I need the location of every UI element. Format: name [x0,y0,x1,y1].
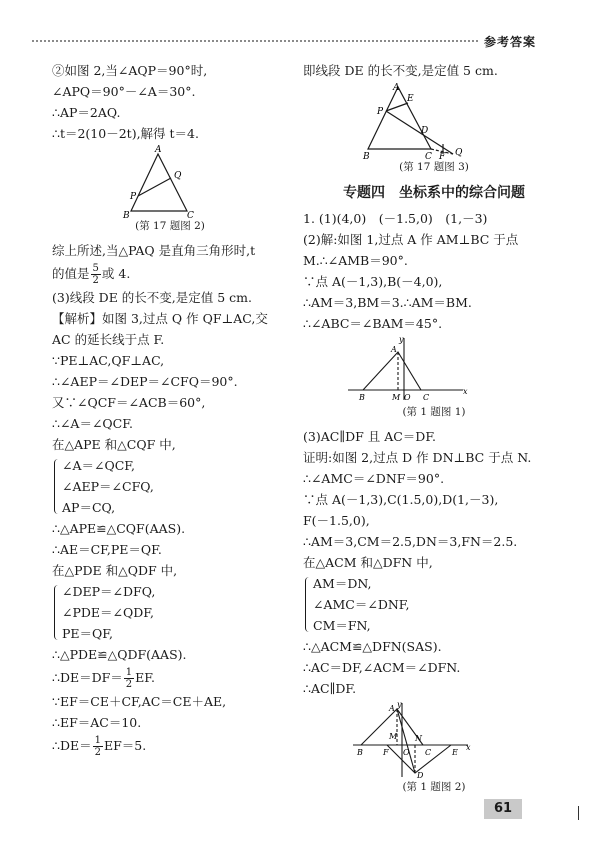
text-line-with-fraction [52,733,288,759]
figure-17-2 [52,144,288,218]
figure-17-3 [303,81,565,159]
label-c: C [423,393,430,402]
label-a: A [389,704,395,713]
label-n: N [415,734,422,743]
system-line: AP＝CQ, [62,500,116,515]
text-fragment: 的值是 [52,266,90,281]
text-line-with-fraction [52,261,288,287]
label-b: B [359,393,365,402]
system-line: CM＝FN, [313,618,371,633]
triangle-abc [368,87,431,149]
text-line: ∴AC∥DF. [303,681,357,696]
text-line: ∴AP＝2AQ. [52,105,121,120]
text-line: ∴∠AEP＝∠DEP＝∠CFQ＝90°. [52,374,238,389]
triangle-abc [131,154,187,211]
text-line: 在△APE 和△CQF 中, [52,437,176,452]
text-line: 证明:如图 2,过点 D 作 DN⊥BC 于点 N. [303,450,532,465]
text-line: ∴△APE≌△CQF(AAS). [52,521,186,536]
figure-1-2 [303,699,565,779]
text-line: ∵点 A(－1,3),B(－4,0), [303,274,443,289]
header-rule [32,40,478,42]
label-o: O [404,393,411,402]
fraction-denominator: 2 [125,679,133,690]
label-q: Q [174,171,182,181]
label-d: D [421,126,429,136]
text-line: ∴AM＝3,CM＝2.5,DN＝3,FN＝2.5. [303,534,518,549]
text-line: ∴△PDE≌△QDF(AAS). [52,647,187,662]
figure-caption: (第 1 题图 1) [402,406,466,418]
system-line: ∠AMC＝∠DNF, [313,597,410,612]
label-o: O [403,748,410,757]
topic-heading: 专题四 坐标系中的综合问题 [343,185,525,201]
figure-caption: (第 17 题图 3) [399,161,469,173]
label-f: F [383,748,389,757]
equation-system [303,573,565,636]
label-c: C [425,152,432,159]
triangle-def [387,745,451,773]
text-line: (3)AC∥DF 且 AC＝DF. [303,429,437,444]
text-line: ∴EF＝AC＝10. [52,715,142,730]
text-line: ∵点 A(－1,3),C(1.5,0),D(1,－3), [303,492,499,507]
label-a: A [393,83,400,93]
text-fragment: 或 4. [101,266,131,281]
section-label: 参考答案 [484,35,537,49]
text-line: 【解析】如图 3,过点 Q 作 QF⊥AC,交 [52,311,268,326]
label-c: C [425,748,432,757]
label-p: P [377,107,384,117]
text-line: 又∵∠QCF＝∠ACB＝60°, [52,395,206,410]
system-line: ∠A＝∠QCF, [62,458,135,473]
label-y: y [397,700,402,709]
text-line: ②如图 2,当∠AQP＝90°时, [52,63,208,78]
fraction [124,667,134,690]
fraction-denominator: 2 [92,275,99,286]
figure-caption: (第 17 题图 2) [135,220,205,232]
right-column [303,60,565,801]
fraction-numerator: 1 [94,735,101,746]
fraction-denominator: 2 [94,747,101,758]
equation-system [52,581,288,644]
system-line: PE＝QF, [62,626,113,641]
page-number: 61 [484,799,522,819]
text-line: ∴∠ABC＝∠BAM＝45°. [303,316,443,331]
text-line-with-fraction [52,665,288,691]
label-e: E [452,748,458,757]
text-fragment: ∴DE＝DF＝ [52,670,123,685]
text-line: ∴AE＝CF,PE＝QF. [52,542,162,557]
label-x: x [466,743,471,752]
system-line: AM＝DN, [313,576,372,591]
text-line: 在△PDE 和△QDF 中, [52,563,178,578]
text-line: ∴∠A＝∠QCF. [52,416,133,431]
text-line: ∵EF＝CE＋CF,AC＝CE＋AE, [52,694,227,709]
label-c: C [187,211,194,218]
label-q: Q [455,148,463,158]
text-fragment: EF＝5. [103,738,147,753]
triangle-abc [363,352,421,390]
fraction-numerator: 5 [92,263,99,274]
text-line: ∴t＝2(10－2t),解得 t＝4. [52,126,199,141]
text-line: F(－1.5,0), [303,513,370,528]
text-line: ∴△ACM≌△DFN(SAS). [303,639,442,654]
text-line: M.∴∠AMB＝90°. [303,253,408,268]
text-line: AC 的延长线于点 F. [52,332,165,347]
text-line: (2)解:如图 1,过点 A 作 AM⊥BC 于点 [303,232,519,247]
label-p: P [130,192,137,202]
equation-system [52,455,288,518]
system-line: ∠AEP＝∠CFQ, [62,479,154,494]
system-line: ∠PDE＝∠QDF, [62,605,154,620]
fraction [91,263,101,286]
text-line: (3)线段 DE 的长不变,是定值 5 cm. [52,290,253,305]
label-e: E [407,94,414,104]
label-d: D [417,771,424,779]
text-line: 综上所述,当△PAQ 是直角三角形时,t [52,243,256,258]
label-a: A [155,145,162,155]
text-line: ∠APQ＝90°－∠A＝30°. [52,84,196,99]
text-line: 即线段 DE 的长不变,是定值 5 cm. [303,63,498,78]
text-line: ∵PE⊥AC,QF⊥AC, [52,353,165,368]
figure-1-1 [303,334,565,404]
fraction-numerator: 1 [125,667,133,678]
text-line: ∴AC＝DF,∠ACM＝∠DFN. [303,660,461,675]
system-line: ∠DEP＝∠DFQ, [62,584,156,599]
text-fragment: EF. [135,670,155,685]
label-y: y [399,335,404,344]
edge-mark [578,806,579,820]
label-b: B [357,748,363,757]
label-a: A [391,345,397,354]
text-line: ∴AM＝3,BM＝3.∴AM＝BM. [303,295,472,310]
fraction [93,735,103,758]
label-b: B [363,152,370,159]
text-fragment: ∴DE＝ [52,738,92,753]
label-m: M [392,393,401,402]
figure-caption: (第 1 题图 2) [402,781,466,793]
label-m: M [389,732,398,741]
label-b: B [123,211,130,218]
label-x: x [463,387,468,396]
text-line: 在△ACM 和△DFN 中, [303,555,433,570]
label-f: F [439,152,446,159]
text-line: ∴∠AMC＝∠DNF＝90°. [303,471,445,486]
left-column [52,60,288,759]
text-line: 1. (1)(4,0) (－1.5,0) (1,－3) [303,211,488,226]
